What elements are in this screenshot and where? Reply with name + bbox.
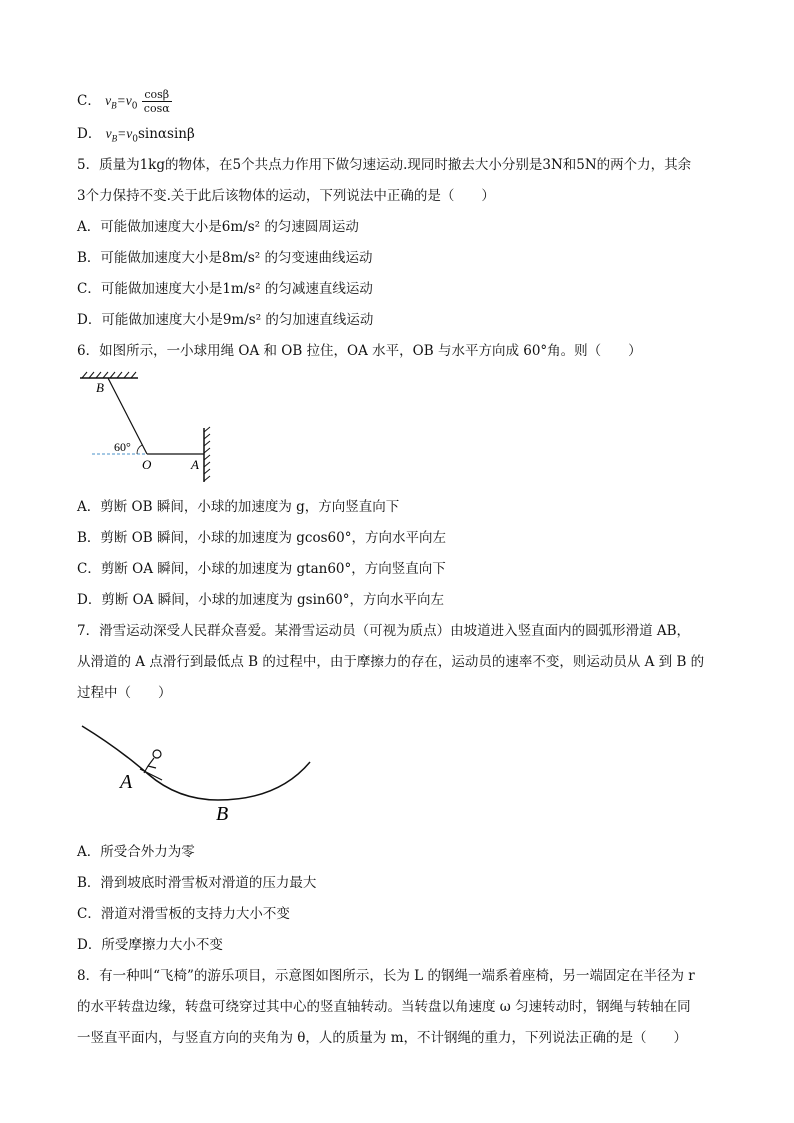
wall-hatch xyxy=(204,427,210,481)
q7-figure xyxy=(78,718,318,828)
q7-option-d: D．所受摩擦力大小不变 xyxy=(77,937,223,953)
q4-option-c xyxy=(77,88,172,116)
q5-stem-line2: 3个力保持不变.关于此后该物体的运动，下列说法中正确的是（ ） xyxy=(77,188,495,204)
expression-rest: sinαsinβ xyxy=(137,126,195,142)
q7-option-b: B．滑到坡底时滑雪板对滑道的压力最大 xyxy=(77,875,317,891)
symbol-v: v xyxy=(105,126,112,141)
option-prefix: C． xyxy=(77,93,101,109)
option-prefix: D． xyxy=(77,126,102,142)
q5-option-d: D．可能做加速度大小是9m/s² 的匀加速直线运动 xyxy=(77,312,374,328)
label-o: O xyxy=(142,457,152,472)
q6-stem: 6．如图所示，一小球用绳 OA 和 OB 拉住，OA 水平，OB 与水平方向成 60°角。则（ ） xyxy=(77,343,642,359)
label-a: A xyxy=(120,771,133,793)
symbol-v: v xyxy=(105,93,112,108)
fraction-numerator: cosβ xyxy=(142,88,172,102)
q6-option-d: D．剪断 OA 瞬间，小球的加速度为 gsin60°，方向水平向左 xyxy=(77,592,445,608)
q7-stem-line1: 7．滑雪运动深受人民群众喜爱。某滑雪运动员（可视为质点）由坡道进入竖直面内的圆弧形滑道 AB， xyxy=(77,623,691,639)
equals-v: =v xyxy=(117,126,133,141)
ski-slope-arc xyxy=(82,726,310,800)
label-b: B xyxy=(96,380,104,395)
label-angle: 60° xyxy=(114,440,131,454)
q5-option-c: C．可能做加速度大小是1m/s² 的匀减速直线运动 xyxy=(77,281,373,297)
angle-arc xyxy=(137,445,142,454)
q5-option-b: B．可能做加速度大小是8m/s² 的匀变速曲线运动 xyxy=(77,250,373,266)
q6-option-a: A．剪断 OB 瞬间，小球的加速度为 g，方向竖直向下 xyxy=(77,499,400,515)
ceiling-hatch xyxy=(82,372,136,378)
q7-option-c: C．滑道对滑雪板的支持力大小不变 xyxy=(77,906,290,922)
skier-icon xyxy=(140,750,162,780)
fraction-denominator: cosα xyxy=(143,102,170,115)
subscript-0: 0 xyxy=(131,101,138,112)
q4-option-d xyxy=(77,125,195,149)
q8-stem-line3: 一竖直平面内，与竖直方向的夹角为 θ，人的质量为 m，不计钢绳的重力，下列说法正确的是（ ） xyxy=(77,1030,688,1046)
label-b: B xyxy=(216,803,229,825)
subscript-0: 0 xyxy=(132,134,138,145)
q7-stem-line3: 过程中（ ） xyxy=(77,685,172,701)
q6-figure xyxy=(80,370,230,485)
fraction xyxy=(142,88,172,115)
q8-stem-line1: 8．有一种叫“飞椅”的游乐项目，示意图如图所示，长为 L 的钢绳一端系着座椅，另一端固定在半径为 r xyxy=(77,968,695,984)
subscript-b: B xyxy=(111,100,117,111)
q5-stem-line1: 5．质量为1kg的物体，在5个共点力作用下做匀速运动.现同时撤去大小分别是3N和5N的两个力，其余 xyxy=(77,157,692,173)
q6-option-b: B．剪断 OB 瞬间，小球的加速度为 gcos60°，方向水平向左 xyxy=(77,530,446,546)
q8-stem-line2: 的水平转盘边缘，转盘可绕穿过其中心的竖直轴转动。当转盘以角速度 ω 匀速转动时，钢绳与转轴在同 xyxy=(77,999,691,1015)
q6-option-c: C．剪断 OA 瞬间，小球的加速度为 gtan60°，方向竖直向下 xyxy=(77,561,446,577)
label-a: A xyxy=(191,457,199,472)
subscript-b: B xyxy=(111,133,118,144)
equals-v: =v xyxy=(116,93,132,108)
q7-option-a: A．所受合外力为零 xyxy=(77,844,195,860)
q5-option-a: A．可能做加速度大小是6m/s² 的匀速圆周运动 xyxy=(77,219,359,235)
q7-stem-line2: 从滑道的 A 点滑行到最低点 B 的过程中，由于摩擦力的存在，运动员的速率不变，则运动员从 A 到 B 的 xyxy=(77,654,705,670)
